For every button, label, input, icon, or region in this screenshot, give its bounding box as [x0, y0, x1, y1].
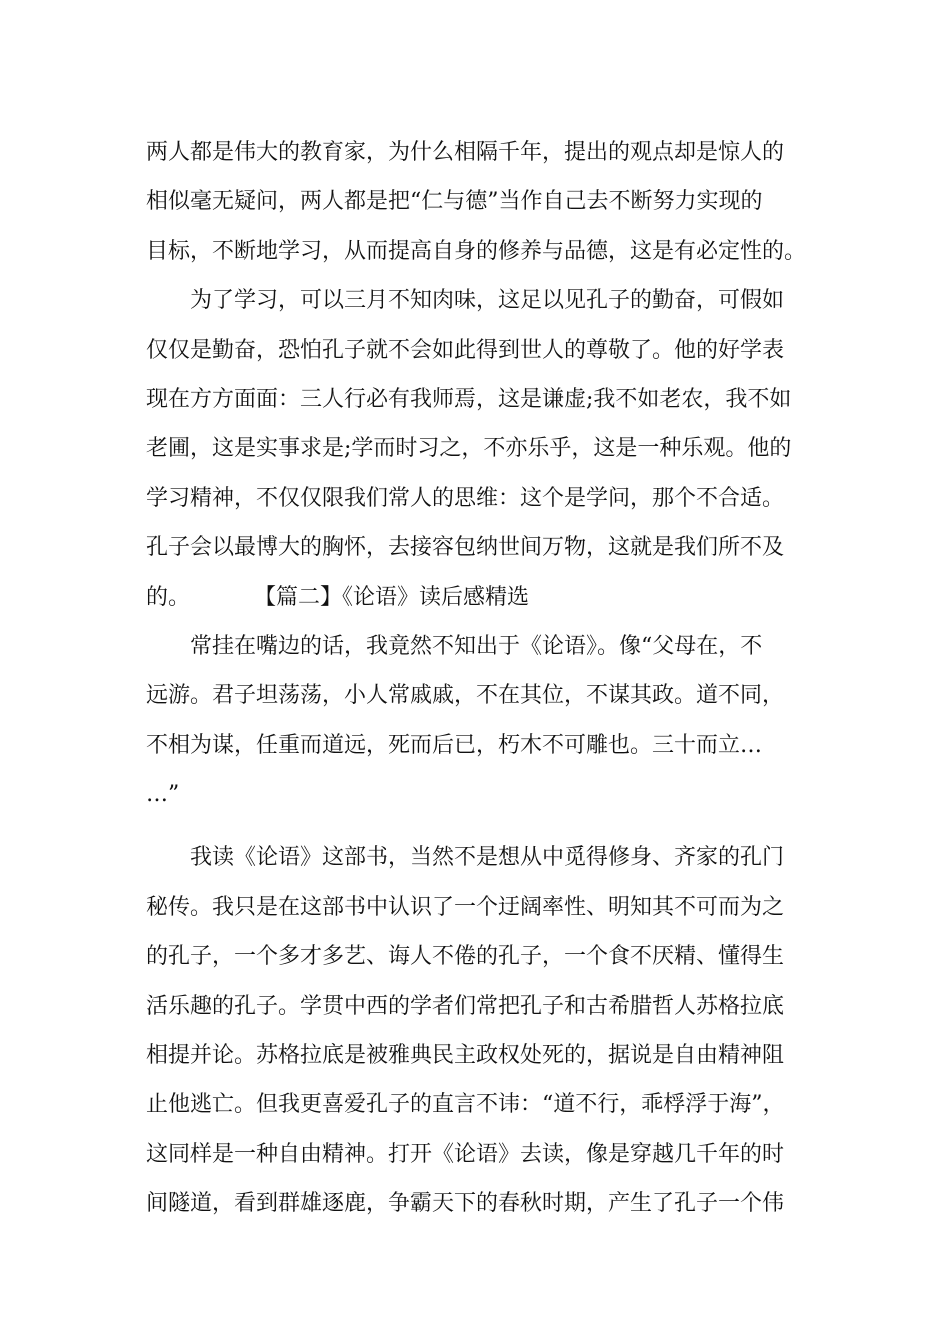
document-body — [146, 128, 814, 1229]
text-line: 间隧道，看到群雄逐鹿，争霸天下的春秋时期，产生了孔子一个伟 — [146, 1191, 785, 1217]
text-line: 秘传。我只是在这部书中认识了一个迂阔率性、明知其不可而为之 — [146, 894, 785, 920]
text-line: 我读《论语》这部书，当然不是想从中觅得修身、齐家的孔门 — [146, 845, 785, 871]
text-line: 常挂在嘴边的话，我竟然不知出于《论语》。像“父母在，不 — [146, 633, 763, 659]
text-line: 两人都是伟大的教育家，为什么相隔千年，提出的观点却是惊人的 — [146, 140, 785, 165]
text-line: 不相为谋，任重而道远，死而后已，朽木不可雕也。三十而立… — [146, 732, 763, 758]
text-line: …” — [146, 782, 180, 808]
text-line: 活乐趣的孔子。学贯中西的学者们常把孔子和古希腊哲人苏格拉底 — [146, 993, 785, 1019]
text-line: 相提并论。苏格拉底是被雅典民主政权处死的，据说是自由精神阻 — [146, 1043, 785, 1069]
text-line: 远游。君子坦荡荡，小人常戚戚，不在其位，不谋其政。道不同， — [146, 683, 785, 709]
paragraph-1 — [146, 128, 814, 276]
text-line: 目标，不断地学习，从而提高自身的修养与品德，这是有必定性的。 — [146, 238, 807, 264]
section-heading: 【篇二】《论语》读后感精选 — [254, 584, 530, 610]
text-line: 孔子会以最博大的胸怀，去接容包纳世间万物，这就是我们所不及 — [146, 535, 785, 561]
paragraph-4 — [146, 833, 814, 1228]
text-line: 为了学习，可以三月不知肉味，这足以见孔子的勤奋，可假如 — [146, 288, 785, 314]
text-line: 止他逃亡。但我更喜爱孔子的直言不讳：“道不行，乖桴浮于海”， — [146, 1092, 785, 1118]
text-line: 这同样是一种自由精神。打开《论语》去读，像是穿越几千年的时 — [146, 1141, 785, 1167]
paragraph-2 — [146, 276, 814, 622]
text-line: 相似毫无疑问，两人都是把“仁与德”当作自己去不断努力实现的 — [146, 189, 763, 215]
text-line: 仅仅是勤奋，恐怕孔子就不会如此得到世人的尊敬了。他的好学表 — [146, 337, 785, 363]
text-line: 现在方方面面：三人行必有我师焉，这是谦虚;我不如老农，我不如 — [146, 386, 792, 412]
paragraph-3 — [146, 622, 814, 820]
text-line-with-heading — [146, 573, 814, 622]
text-line: 老圃，这是实事求是;学而时习之，不亦乐乎，这是一种乐观。他的 — [146, 436, 792, 462]
text-line: 学习精神，不仅仅限我们常人的思维：这个是学问，那个不合适。 — [146, 485, 785, 511]
text-line-end: 的。 — [146, 584, 191, 610]
text-line: 的孔子，一个多才多艺、诲人不倦的孔子，一个食不厌精、懂得生 — [146, 944, 785, 970]
